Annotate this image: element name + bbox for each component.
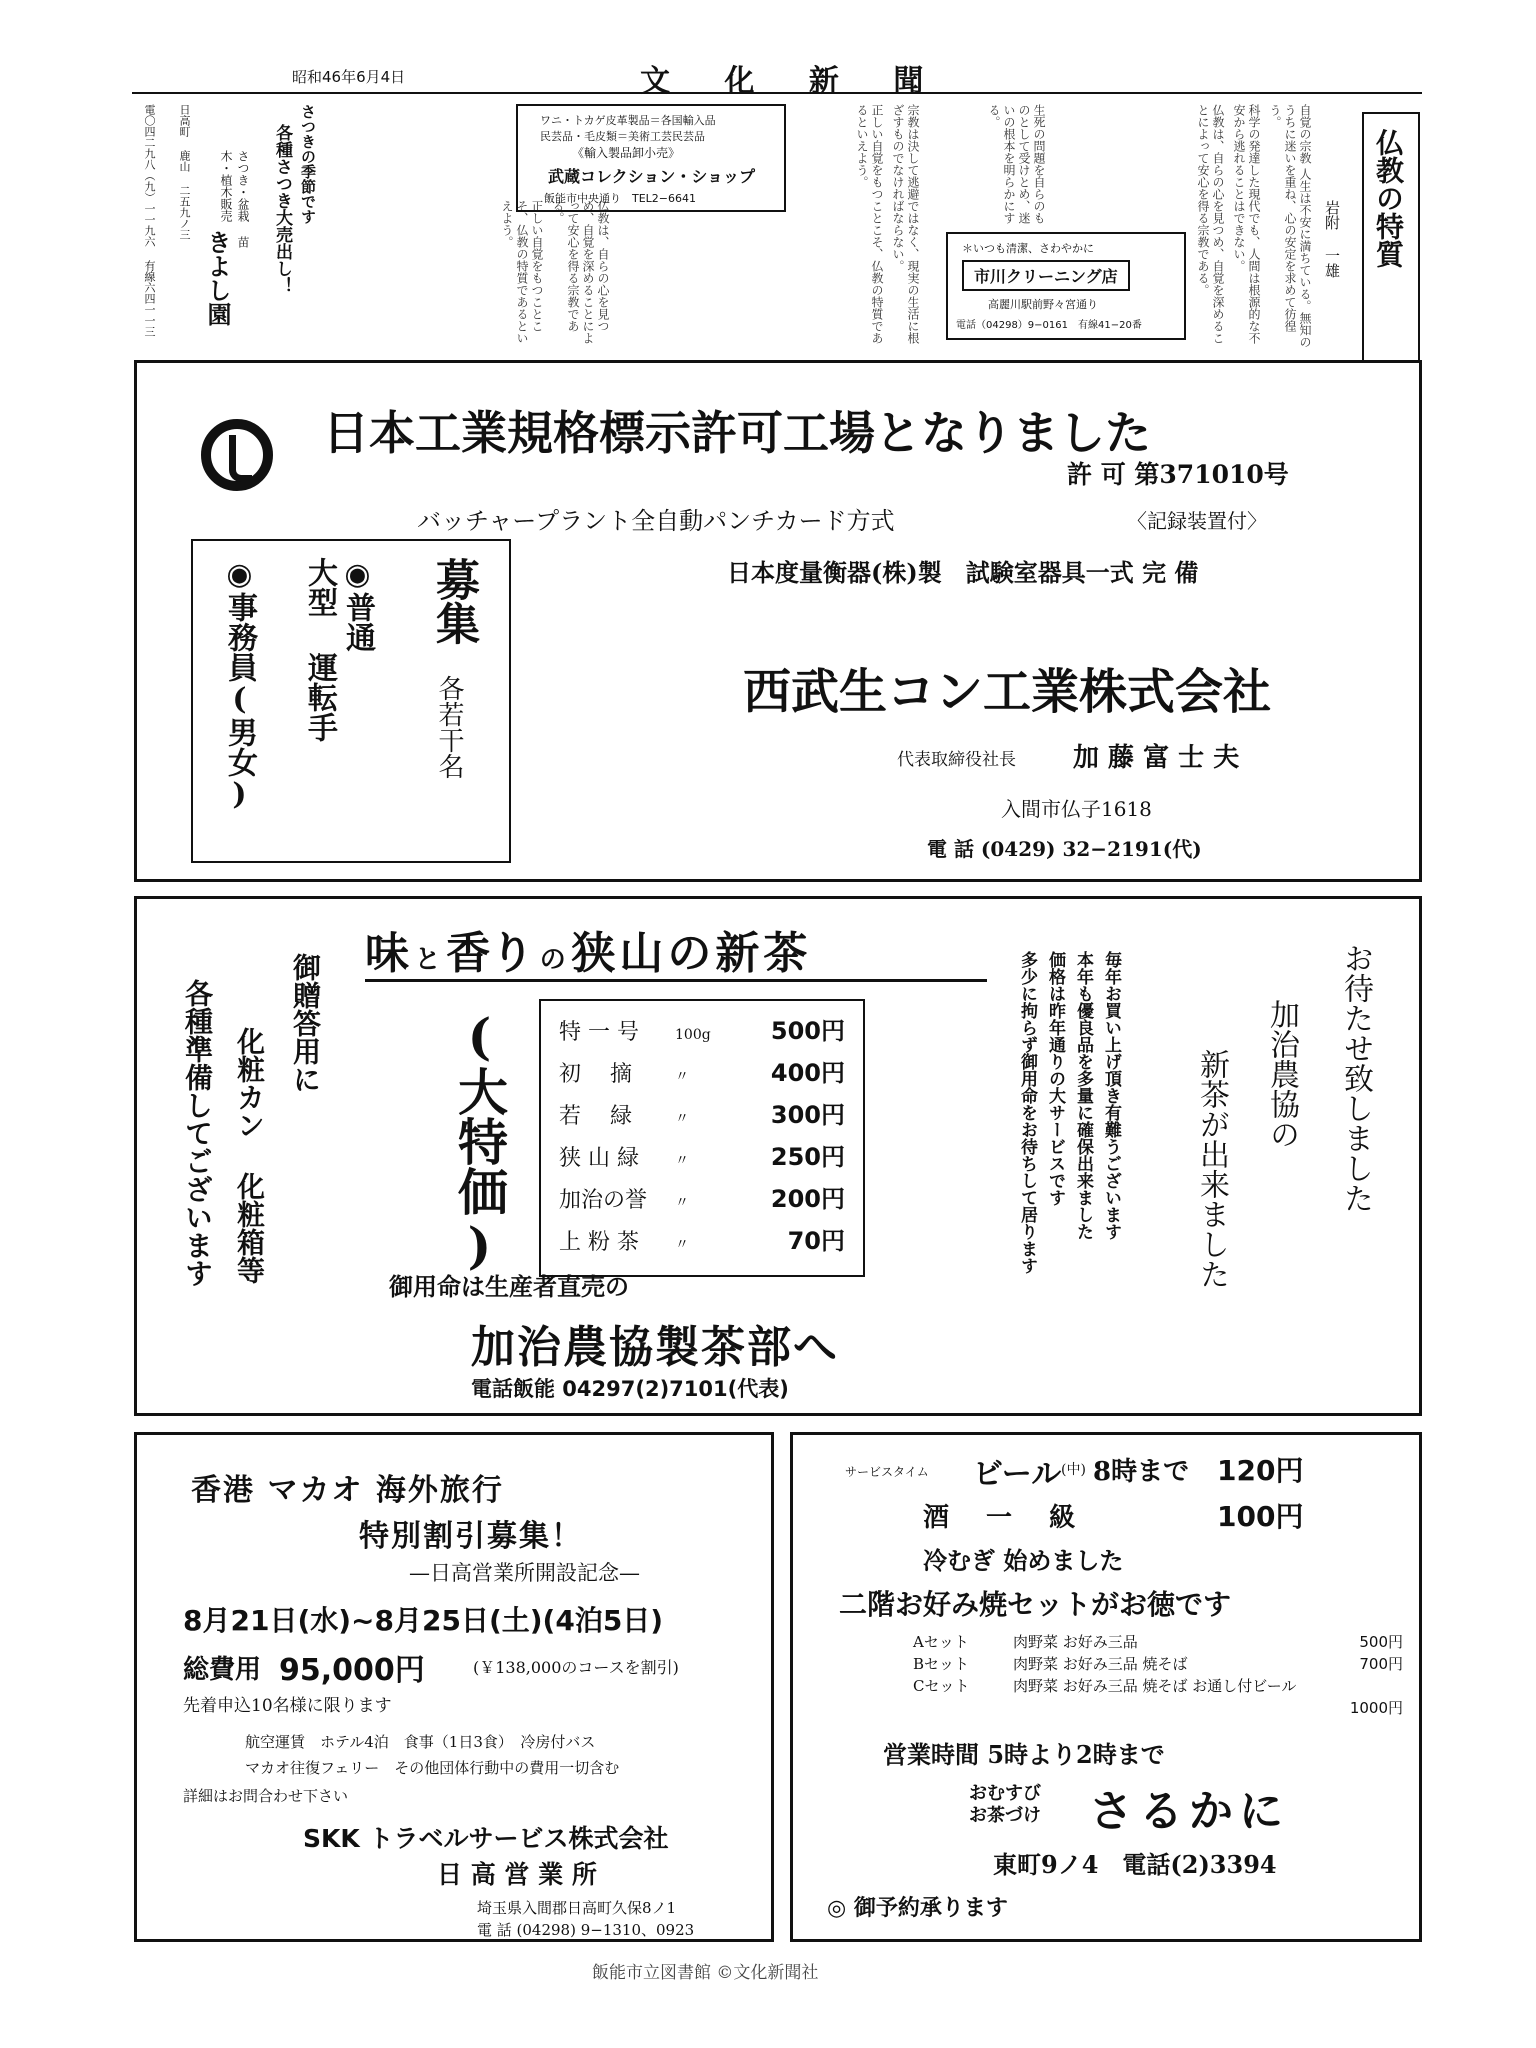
sake-label: 酒 一 級 (923, 1503, 1090, 1533)
gift-text: 御贈答用に (289, 953, 322, 1093)
plant-description: バッチャープラント全自動パンチカード方式 (417, 507, 895, 535)
shop-name: 市川クリーニング店 (962, 260, 1130, 291)
tea-price: 200円 (770, 1185, 845, 1213)
plant-note: 〈記録装置付〉 (1127, 509, 1267, 533)
newspaper-title: 文 化 新 聞 (640, 64, 946, 99)
service-time: サービスタイム (845, 1465, 929, 1479)
okonomi-headline: 二階お好み焼セットがお徳です (839, 1588, 1232, 1621)
company-name: 西武生コン工業株式会社 (743, 664, 1272, 720)
ad-line: 《輸入製品卸小売》 (572, 146, 681, 160)
tea-price: 250円 (770, 1143, 845, 1171)
cost-value: 95,000円 (279, 1653, 425, 1688)
footer-credit: 飯能市立図書館 ©文化新聞社 (592, 1963, 819, 1983)
column-paragraph: 正しい自覚をもつことこそ、仏教の特質であるといえよう。 (855, 104, 884, 344)
ad-tagline: ＊いつも清潔、さわやかに (962, 242, 1094, 255)
set-row (913, 1653, 1403, 1675)
headline-part: 味 (365, 928, 409, 979)
shop-sub: お茶づけ (969, 1805, 1041, 1826)
thanks-text: 毎年お買い上げ頂き有難うございます (1101, 951, 1121, 1240)
ad-jis-factory (134, 360, 1422, 882)
direct-sale: 御用命は生産者直売の (389, 1272, 629, 1301)
tea-grade: 加治の誉 (559, 1188, 648, 1213)
shop-address: 飯能市中央通り TEL2−6641 (544, 192, 697, 205)
headline-part: の (539, 945, 566, 975)
beer-time: 8時まで (1093, 1457, 1190, 1487)
set-desc: 肉野菜 お好み三品 焼そば (1013, 1655, 1188, 1673)
headline-part: と (414, 945, 441, 975)
travel-limit: 先着申込10名様に限ります (183, 1696, 392, 1716)
beer-size: (中) (1061, 1462, 1086, 1478)
set-desc: 肉野菜 お好み三品 (1013, 1633, 1138, 1651)
tea-unit: 〃 (675, 1153, 689, 1169)
travel-address: 埼玉県入間郡日高町久保8ノ1 (477, 1899, 677, 1917)
notice-text: 新茶が出来ました (1194, 1049, 1229, 1289)
company-phone: 電 話 (0429) 32−2191(代) (927, 837, 1202, 861)
tea-headline (365, 917, 811, 981)
ad-sayama-tea (134, 896, 1422, 1416)
tea-price: 70円 (787, 1227, 845, 1255)
shop-address: 東町9ノ4 電話(2)3394 (993, 1850, 1277, 1879)
recruit-title: 募集 (428, 557, 479, 645)
column-body-2 (936, 104, 1046, 232)
ad-line: ワニ・トカゲ皮革製品＝各国輸入品 (540, 114, 716, 127)
org-phone: 電話飯能 04297(2)7101(代表) (471, 1377, 789, 1401)
travel-inquiry: 詳細はお問合わせ下さい (183, 1787, 349, 1805)
shop-address: 日高町 鹿山 二五九ノ三 (178, 104, 191, 240)
thanks-text: 本年も優良品を多量に確保出来ました (1073, 951, 1093, 1240)
ad-line: 民芸品・毛皮類＝美術工芸民芸品 (540, 130, 705, 143)
ad-musashi-collection (516, 104, 786, 212)
thanks-text: 価格は昨年通りの大サービスです (1045, 951, 1065, 1206)
tea-price: 400円 (770, 1059, 845, 1087)
reservation: ◎ 御予約承ります (827, 1895, 1008, 1921)
tea-price: 500円 (770, 1017, 845, 1045)
column-paragraph: 自覚の宗教 人生は不安に満ちている。無知のうちに迷いを重ね、心の安定を求めて彷徨う。 (1268, 104, 1312, 348)
company-logo-icon (201, 419, 273, 491)
set-price: 500円 (1359, 1633, 1403, 1651)
headline-part: 狭山の新茶 (571, 928, 812, 979)
column-paragraph: 仏教は、自らの心を見つめ、自覚を深めることによって安心を得る宗教である。 (1196, 104, 1225, 344)
column-body-4 (320, 200, 610, 350)
beer-label: ビール (973, 1457, 1062, 1492)
travel-memorial: —日高営業所開設記念— (409, 1561, 640, 1585)
shop-phone: 電話（04298）9−0161 有線41−20番 (956, 320, 1142, 331)
special-price: (大特価) (450, 1007, 509, 1275)
ad-travel (134, 1432, 774, 1942)
tea-grade: 特 一 号 (559, 1020, 639, 1045)
president-title: 代表取締役社長 (897, 750, 1016, 770)
satsuki-sale: 各種さつき大売出し！ (272, 124, 292, 294)
tea-grade: 上 粉 茶 (559, 1230, 639, 1255)
price-row (559, 1011, 845, 1053)
price-row (559, 1053, 845, 1095)
tea-grade: 若 緑 (559, 1104, 632, 1129)
tea-unit: 100g (675, 1027, 711, 1043)
set-menu (913, 1631, 1403, 1719)
headline-underline (365, 979, 987, 982)
set-price: 1000円 (1349, 1699, 1403, 1717)
set-name: Bセット (913, 1655, 970, 1673)
set-row (913, 1675, 1403, 1719)
shop-name: きよし園 (203, 230, 232, 326)
tea-unit: 〃 (675, 1237, 689, 1253)
ad-headline: 日本工業規格標示許可工場となりました (323, 406, 1151, 460)
column-paragraph: 正しい自覚をもつことこそ、仏教の特質であるといえよう。 (500, 200, 544, 344)
issue-date: 昭和46年6月4日 (292, 68, 406, 86)
travel-included-2: マカオ往復フェリー その他団体行動中の費用一切含む (245, 1759, 620, 1777)
notice-text: お待たせ致しました (1338, 943, 1373, 1213)
lab-equipment: 日本度量衡器(株)製 試験室器具一式 完 備 (727, 558, 1199, 587)
travel-company: SKK トラベルサービス株式会社 (303, 1824, 669, 1853)
tea-unit: 〃 (675, 1195, 689, 1211)
headline-part: 香り (446, 928, 535, 979)
notice-text: 加治農協の (1264, 999, 1299, 1149)
job-clerk: ◉事務員(男女) (222, 557, 257, 812)
gift-text: 化粧カン 化粧箱等 (233, 1027, 266, 1284)
column-paragraph: 科学の発達した現代でも、人間は根源的な不安から逃れることはできない。 (1232, 104, 1261, 344)
travel-dates: 8月21日(水)~8月25日(土)(4泊5日) (183, 1604, 664, 1637)
shop-name: さるかに (1089, 1786, 1289, 1837)
price-row (559, 1095, 845, 1137)
org-name: 加治農協製茶部へ (471, 1322, 839, 1373)
column-paragraph: 生死の問題を自らのものとして受けとめ、迷いの根本を明らかにする。 (987, 104, 1046, 224)
permit-number: 許 可 第371010号 (1067, 460, 1289, 489)
cost-note: (￥138,000のコースを割引) (473, 1658, 679, 1677)
gift-text: 各種準備してございます (181, 979, 214, 1287)
set-row (913, 1631, 1403, 1653)
thanks-text: 多少に拘らず御用命をお待ちして居ります (1017, 951, 1037, 1274)
price-row (559, 1221, 845, 1263)
cost-label: 総費用 (183, 1655, 262, 1685)
job-driver-2: 大型 運転手 (302, 557, 337, 742)
tea-grade: 狭 山 緑 (559, 1146, 639, 1171)
travel-title-2: 特別割引募集！ (359, 1519, 583, 1554)
set-name: Aセット (913, 1633, 969, 1651)
tea-unit: 〃 (675, 1069, 689, 1085)
set-name: Cセット (913, 1677, 970, 1695)
header-rule (132, 92, 1422, 94)
business-hours: 営業時間 5時より2時まで (883, 1740, 1165, 1769)
beer-price: 120円 (1217, 1454, 1304, 1487)
travel-title: 香港 マカオ 海外旅行 (191, 1473, 504, 1508)
buddhism-column-title-box (1362, 112, 1420, 362)
tea-unit: 〃 (675, 1111, 689, 1127)
set-desc: 肉野菜 お好み三品 焼そば お通し付ビール (1013, 1677, 1297, 1695)
tea-grade: 初 摘 (559, 1062, 632, 1087)
recruit-count: 各若干名 (434, 675, 464, 779)
travel-included: 航空運賃 ホテル4泊 食事（1日3食） 冷房付バス (245, 1733, 596, 1751)
shop-sub: おむすび (969, 1783, 1041, 1804)
satsuki-season: さつきの季節です (299, 104, 317, 224)
shop-phone: 電〇四二九八（九）一一九六 有線六四一一三 (143, 104, 156, 337)
travel-branch: 日 高 営 業 所 (437, 1860, 597, 1889)
job-driver-1: ◉普通 (340, 557, 375, 652)
column-paragraph: 仏教は、自らの心を見つめ、自覚を深めることによって安心を得る宗教である。 (551, 200, 610, 344)
price-row (559, 1179, 845, 1221)
president-name: 加 藤 富 士 夫 (1073, 743, 1240, 773)
company-address: 入間市仏子1618 (1001, 797, 1152, 821)
travel-phone: 電 話 (04298) 9−1310、0923 (477, 1921, 695, 1939)
column-author: 岩附 一雄 (1323, 200, 1341, 278)
price-table (539, 999, 865, 1277)
price-row (559, 1137, 845, 1179)
ad-ichikawa-cleaning (946, 232, 1186, 340)
set-price: 700円 (1359, 1655, 1403, 1673)
satsuki-items: さつき・盆栽 苗木・植木販売 (219, 150, 250, 248)
shop-name: 武蔵コレクション・ショップ (548, 167, 756, 186)
tea-price: 300円 (770, 1101, 845, 1129)
sake-price: 100円 (1217, 1500, 1304, 1533)
shop-address: 高麗川駅前野々宮通り (988, 298, 1098, 311)
ad-sarukani (790, 1432, 1422, 1942)
cold-noodle: 冷むぎ 始めました (923, 1546, 1124, 1575)
column-title: 仏教の特質 (1372, 128, 1405, 268)
recruit-box (191, 539, 511, 863)
column-paragraph: 宗教は決して逃避ではなく、現実の生活に根ざすものでなければならない。 (891, 104, 920, 344)
